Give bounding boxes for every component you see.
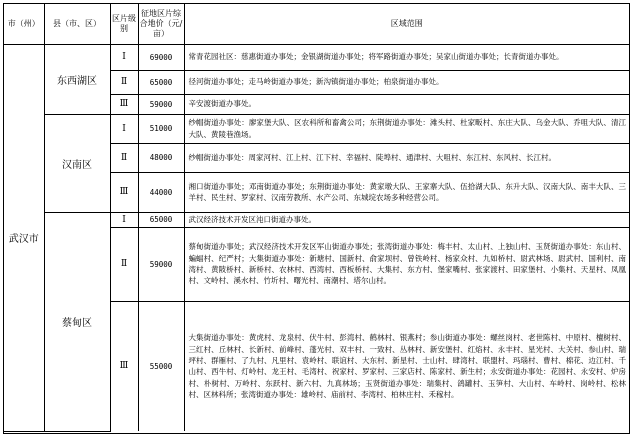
level-cell: Ⅲ: [110, 301, 138, 431]
header-row: [4, 4, 629, 44]
range-cell: 武汉经济技术开发区沌口街道办事处。: [184, 212, 629, 227]
level-cell: Ⅱ: [110, 70, 138, 94]
range-cell: 辛安渡街道办事处。: [184, 94, 629, 114]
level-cell: Ⅲ: [110, 94, 138, 114]
level-cell: Ⅰ: [110, 114, 138, 143]
level-cell: Ⅰ: [110, 212, 138, 227]
level-cell: Ⅱ: [110, 227, 138, 301]
district-name: 汉南区: [44, 114, 110, 212]
range-cell: 湘口街道办事处；邓南街道办事处；东荆街道办事处：黄家墩大队、王家寨大队、伍拾湖大队、东升大队、汉南大队、南丰大队、三羊村、民生村、罗家村、汉南劳教所、水产公司、东城垸农场多种经营公司。: [184, 172, 629, 212]
land-price-table-sheet: [3, 3, 630, 434]
district-name: 东西湖区: [44, 44, 110, 114]
price-cell: 65000: [138, 212, 184, 227]
header-county: 县（市、区）: [44, 4, 110, 44]
price-cell: 55000: [138, 301, 184, 431]
city-cell: 武汉市: [4, 44, 44, 431]
level-cell: Ⅲ: [110, 172, 138, 212]
header-level: 区片级别: [110, 4, 138, 44]
table-row: [4, 114, 629, 143]
range-cell: 蔡甸街道办事处；武汉经济技术开发区军山街道办事处；张湾街道办事处：梅丰村、太山村、上独山村、玉贤街道办事处：东山村、蝙蝠村、纪严村；大集街道办事处：新塘村、国新村、俞家坝村、曾铁岭村、杨家众村、九如桥村、尉武林场、尉武村、国利村、南湾村、黄陂桥村、新桥村、农林村、西湾村、西板桥村、大集村、东方村、堡家嘴村、张家渡村、田家堡村、小集村、天星村、凤凰村、文岭村、溪水村、竹圻村、曙光村、南潮村、塔尔山村。: [184, 227, 629, 301]
price-cell: 44000: [138, 172, 184, 212]
range-cell: 纱帽街道办事处：廖家堡大队、区农科所和畜禽公司；东荆街道办事处：滩头村、杜家畈村、东庄大队、乌金大队、乔咀大队、清江大队、黄陵巷渔场。: [184, 114, 629, 143]
price-cell: 59000: [138, 94, 184, 114]
price-cell: 48000: [138, 143, 184, 172]
level-cell: Ⅰ: [110, 44, 138, 70]
level-cell: Ⅱ: [110, 143, 138, 172]
range-cell: 径河街道办事处；走马岭街道办事处；新沟镇街道办事处；柏泉街道办事处。: [184, 70, 629, 94]
price-cell: 65000: [138, 70, 184, 94]
range-cell: 纱帽街道办事处：周家河村、江上村、江下村、幸福村、陡埠村、通津村、大咀村、东江村、东风村、长江村。: [184, 143, 629, 172]
land-price-table: [4, 4, 629, 432]
price-cell: 59000: [138, 227, 184, 301]
header-price: 征地区片综合地价（元/亩）: [138, 4, 184, 44]
range-cell: 常青花园社区：慈惠街道办事处；金银湖街道办事处；将军路街道办事处；吴家山街道办事处；长青街道办事处。: [184, 44, 629, 70]
table-row: [4, 212, 629, 227]
header-range: 区域范围: [184, 4, 629, 44]
price-cell: 69000: [138, 44, 184, 70]
district-name: 蔡甸区: [44, 212, 110, 431]
table-row: [4, 44, 629, 70]
header-city: 市（州）: [4, 4, 44, 44]
range-cell: 大集街道办事处：黄虎村、龙泉村、伏牛村、彭湾村、鹤林村、银燕村；参山街道办事处：螺丝岗村、老世陈村、中原村、檀树村、三红村、丘林村、长新村、前峰村、蓬光村、双丰村、一致村、丛林村、新安堡村、红焰村、永丰村、星光村、大关村、参山村、瑞坪村、群雁村、了九村、凡里村、袁岭村、联谊村、大东村、新星村、士山村、肆湾村、联盟村、玛瑙村、曹村、棉花、边江村、千山村、西牛村、灯岭村、龙王村、毛湾村、祝家村、罗家村、三家店村、陈家村、新生村；永安街道办事处：花园村、永安村、炉房村、朴树村、万岭村、东跃村、新六村、九真林场；玉贤街道办事处：瑞集村、鸽罐村、玉笋村、大山村、车岭村、岗岭村、松林村、区林科所；张湾街道办事处：雄岭村、庙前村、李湾村、柏林庄村、禾稼村。: [184, 301, 629, 431]
price-cell: 51000: [138, 114, 184, 143]
